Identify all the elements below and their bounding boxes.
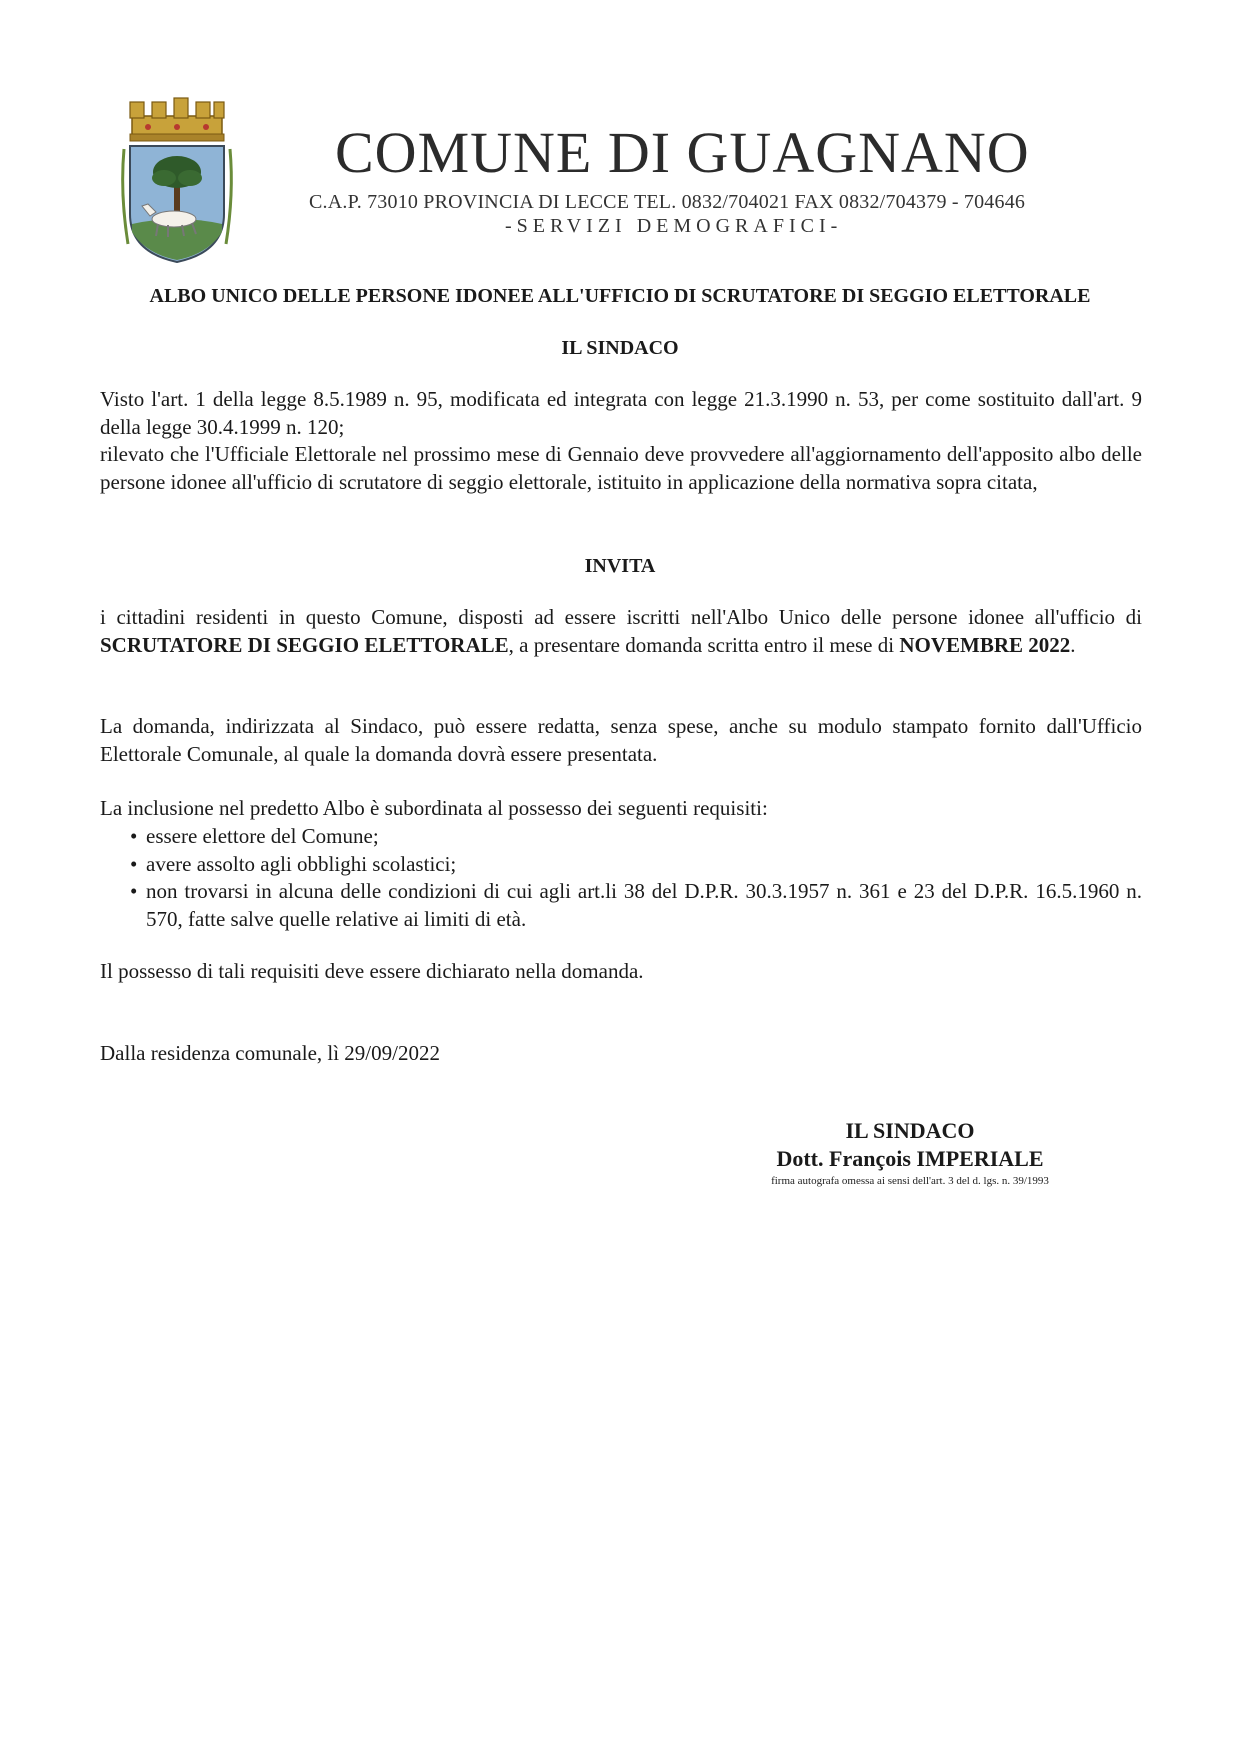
- paragraph-rilevato: rilevato che l'Ufficiale Elettorale nel prossimo mese di Gennaio deve provvedere all'aggiornamento dell'apposito albo delle persone idonee all'ufficio di scrutatore di seggio elettorale, istituito in applicazione della normativa sopra citata,: [100, 442, 1142, 494]
- bullet-icon: •: [130, 879, 138, 903]
- list-item: • essere elettore del Comune;: [130, 823, 1142, 851]
- municipality-title: COMUNE DI GUAGNANO: [335, 120, 1030, 185]
- invita-bold-role: SCRUTATORE DI SEGGIO ELETTORALE: [100, 632, 509, 657]
- list-item: • non trovarsi in alcuna delle condizioni di cui agli art.li 38 del D.P.R. 30.3.1957 n. 361 e 23 del D.P.R. 16.5.1960 n. 570, fatte salve quelle relative ai limiti di età.: [130, 879, 1142, 931]
- contact-line: C.A.P. 73010 PROVINCIA DI LECCE TEL. 0832/704021 FAX 0832/704379 - 704646: [309, 191, 1026, 213]
- signature-note: firma autografa omessa ai sensi dell'art. 3 del d. lgs. n. 39/1993: [771, 1175, 1049, 1187]
- invita-bold-deadline: NOVEMBRE 2022: [899, 632, 1071, 657]
- main-heading: ALBO UNICO DELLE PERSONE IDONEE ALL'UFFICIO DI SCRUTATORE DI SEGGIO ELETTORALE: [149, 285, 1091, 307]
- invita-heading: INVITA: [584, 555, 656, 577]
- bullet-icon: •: [130, 824, 138, 848]
- crown-icon: [130, 98, 224, 141]
- paragraph-domanda: La domanda, indirizzata al Sindaco, può essere redatta, senza spese, anche su modulo stampato fornito dall'Ufficio Elettorale Comunale, al quale la domanda dovrà essere presentata.: [100, 714, 1142, 766]
- department-line: -SERVIZI DEMOGRAFICI-: [505, 215, 843, 237]
- requisiti-list: [130, 823, 1142, 933]
- paragraph-requisiti-intro: La inclusione nel predetto Albo è subordinata al possesso dei seguenti requisiti:: [100, 796, 768, 820]
- paragraph-visto: Visto l'art. 1 della legge 8.5.1989 n. 95, modificata ed integrata con legge 21.3.1990 n. 53, per come sostituito dall'art. 9 della legge 30.4.1999 n. 120;: [100, 387, 1142, 439]
- invita-text-3: .: [1070, 632, 1076, 657]
- invita-text-1: i cittadini residenti in questo Comune, disposti ad essere iscritti nell'Albo Unico delle persone idonee all'ufficio di: [100, 605, 1142, 629]
- date-place: Dalla residenza comunale, lì 29/09/2022: [100, 1041, 440, 1065]
- signature-name: Dott. François IMPERIALE: [776, 1146, 1044, 1171]
- signature-title: IL SINDACO: [845, 1118, 975, 1143]
- bullet-icon: •: [130, 851, 138, 876]
- invita-text-2: , a presentare domanda scritta entro il mese di: [508, 632, 900, 657]
- list-item: • avere assolto agli obblighi scolastici;: [130, 851, 1142, 879]
- authority-heading: IL SINDACO: [561, 337, 679, 359]
- paragraph-invita: [100, 604, 1142, 659]
- paragraph-dichiarazione: Il possesso di tali requisiti deve essere dichiarato nella domanda.: [100, 959, 644, 983]
- coat-of-arms-logo: [118, 94, 236, 264]
